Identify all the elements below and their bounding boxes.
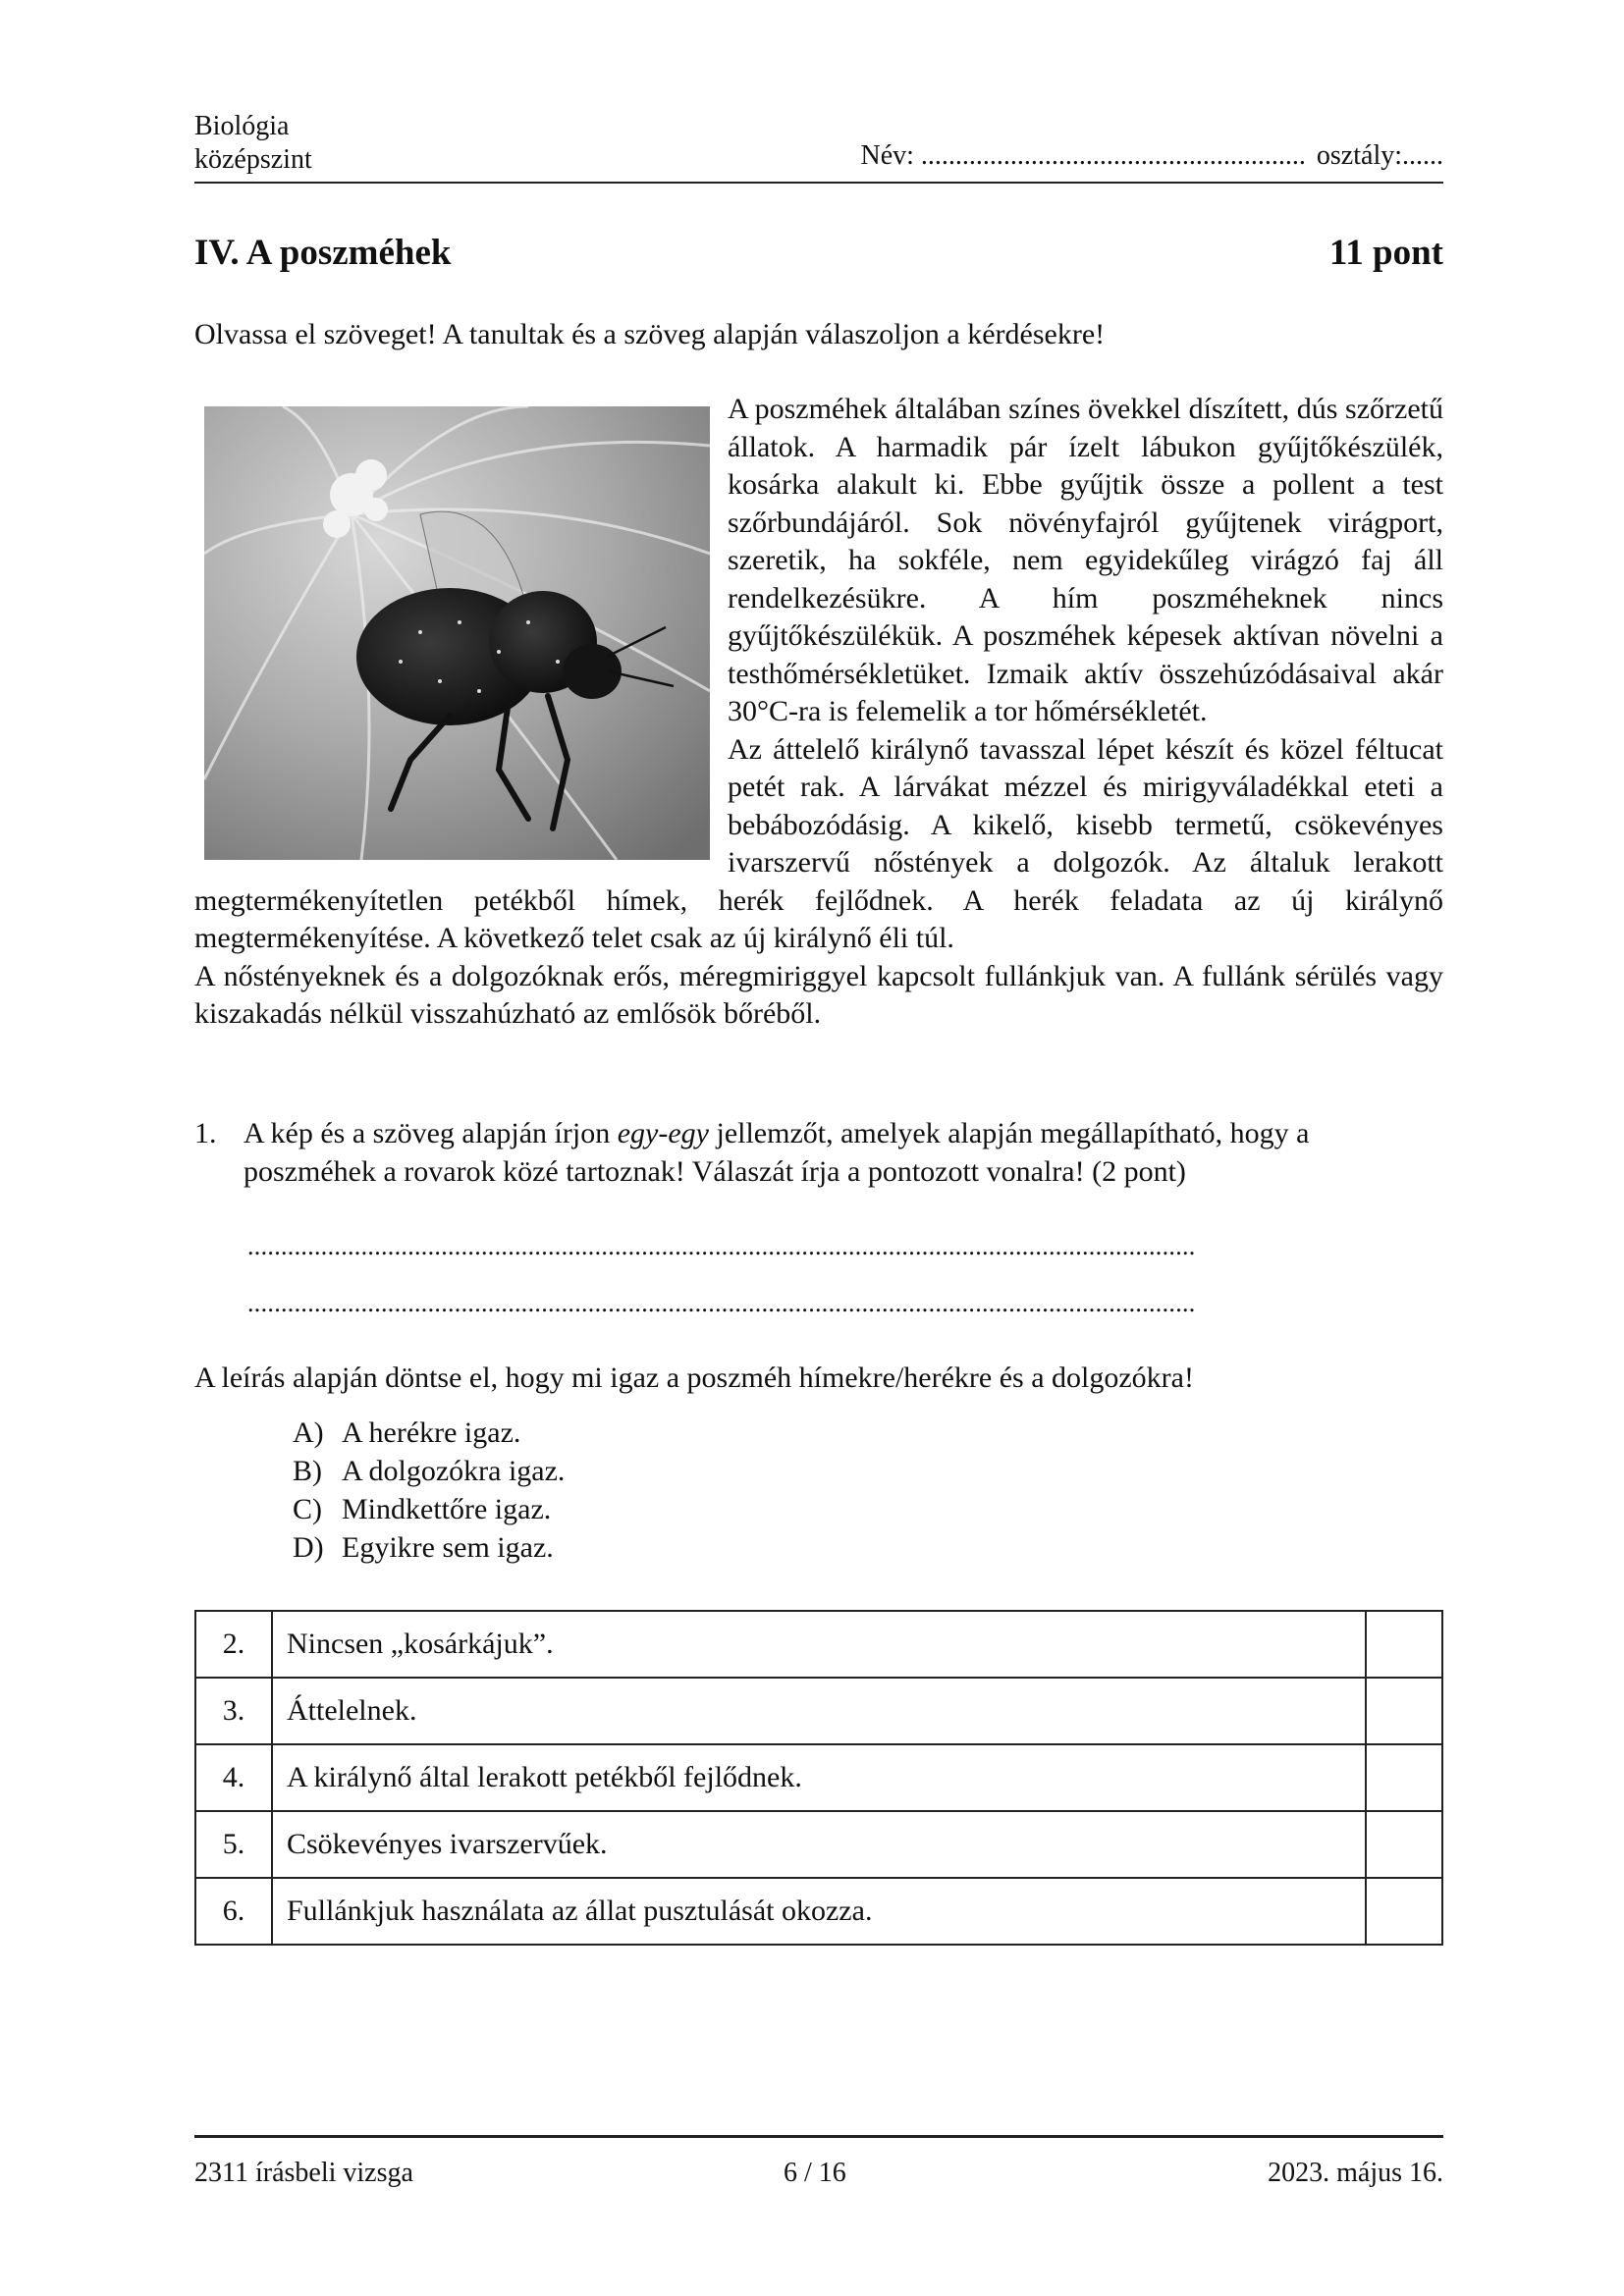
answer-table bbox=[194, 1610, 1443, 1946]
question-1-text-italic: egy-egy bbox=[617, 1117, 709, 1149]
option-letter: C) bbox=[293, 1493, 322, 1525]
footer-page-number: 6 / 16 bbox=[784, 2158, 846, 2188]
answer-box[interactable] bbox=[1366, 1878, 1442, 1945]
option-b bbox=[293, 1452, 565, 1490]
instruction-text: Olvassa el szöveget! A tanultak és a szöveg alapján válaszoljon a kérdésekre! bbox=[194, 318, 1106, 350]
question-2-intro: A leírás alapján döntse el, hogy mi igaz a poszméh hímekre/herékre és a dolgozókra! bbox=[194, 1362, 1194, 1394]
row-number: 3. bbox=[195, 1678, 272, 1744]
answer-options bbox=[293, 1414, 565, 1567]
reading-paragraph-3: A nőstényeknek és a dolgozóknak erős, méregmiriggyel kapcsolt fullánkjuk van. A fullánk sérülés vagy kiszakadás nélkül visszahúzható az emlősök bőréből. bbox=[194, 959, 1443, 1030]
reading-passage bbox=[194, 391, 1443, 1034]
option-text: A dolgozókra igaz. bbox=[342, 1455, 566, 1487]
question-1-text-after: jellemzőt, amelyek alapján megállapítható, hogy a poszméhek a rovarok közé tartoznak! Válaszát írja a pontozott vonalra! (2 pont) bbox=[244, 1117, 1310, 1188]
option-a bbox=[293, 1414, 565, 1452]
class-field: osztály:...... bbox=[1316, 140, 1443, 171]
subject-block bbox=[194, 110, 312, 177]
option-letter: B) bbox=[293, 1455, 322, 1487]
row-statement: A királynő által lerakott petékből fejlődnek. bbox=[272, 1744, 1366, 1811]
section-title: IV. A poszméhek bbox=[194, 233, 452, 273]
option-c bbox=[293, 1490, 565, 1528]
option-d bbox=[293, 1528, 565, 1567]
row-number: 5. bbox=[195, 1811, 272, 1878]
row-number: 2. bbox=[195, 1611, 272, 1678]
answer-line-1[interactable]: .............................................................................................................................................. bbox=[247, 1232, 1196, 1260]
option-text: A herékre igaz. bbox=[342, 1416, 521, 1449]
option-text: Mindkettőre igaz. bbox=[342, 1493, 552, 1525]
subject-level: középszint bbox=[194, 144, 312, 175]
question-1-text-before: A kép és a szöveg alapján írjon bbox=[244, 1117, 618, 1149]
row-statement: Fullánkjuk használata az állat pusztulását okozza. bbox=[272, 1878, 1366, 1945]
section-points: 11 pont bbox=[1328, 233, 1443, 273]
row-statement: Áttelelnek. bbox=[272, 1678, 1366, 1744]
answer-line-2[interactable]: .............................................................................................................................................. bbox=[247, 1289, 1196, 1317]
question-1 bbox=[194, 1114, 1443, 1191]
name-field: Név: ........................................................ bbox=[860, 140, 1306, 171]
page-header bbox=[194, 110, 1443, 184]
footer-exam-code: 2311 írásbeli vizsga bbox=[194, 2158, 413, 2188]
reading-paragraph-2: Az áttelelő királynő tavasszal lépet készít és közel féltucat petét rak. A lárvákat mézzel és mirigyváladékkal eteti a bebábozódásig. A kikelő, kisebb termetű, csökevényes ivarszervű nőstények a dolgozók. Az általuk lerakott megtermékenyítetlen petékből hímek, herék fejlődnek. A herék feladata az új királynő megtermékenyítése. A következő telet csak az új királynő éli túl. bbox=[194, 732, 1443, 954]
row-statement: Csökevényes ivarszervűek. bbox=[272, 1811, 1366, 1878]
table-row bbox=[195, 1611, 1442, 1678]
answer-box[interactable] bbox=[1366, 1744, 1442, 1811]
question-1-text bbox=[244, 1114, 1443, 1191]
table-row bbox=[195, 1811, 1442, 1878]
row-statement: Nincsen „kosárkájuk”. bbox=[272, 1611, 1366, 1678]
subject-name: Biológia bbox=[194, 111, 290, 141]
table-row bbox=[195, 1678, 1442, 1744]
answer-box[interactable] bbox=[1366, 1678, 1442, 1744]
answer-box[interactable] bbox=[1366, 1611, 1442, 1678]
row-number: 4. bbox=[195, 1744, 272, 1811]
option-letter: D) bbox=[293, 1531, 324, 1564]
footer-date: 2023. május 16. bbox=[1268, 2158, 1443, 2188]
question-1-number: 1. bbox=[194, 1117, 217, 1149]
bumblebee-photo bbox=[204, 406, 710, 860]
table-row bbox=[195, 1878, 1442, 1945]
option-text: Egyikre sem igaz. bbox=[342, 1531, 554, 1564]
answer-box[interactable] bbox=[1366, 1811, 1442, 1878]
reading-paragraph-1: A poszméhek általában színes övekkel díszített, dús szőrzetű állatok. A harmadik pár ízelt lábukon gyűjtőkészülék, kosárka alakult ki. Ebbe gyűjtik össze a pollent a test szőrbundájáról. Sok növényfajról gyűjtenek virágport, szeretik, ha sokféle, nem egyidekűleg virágzó faj áll rendelkezésükre. A hím poszméheknek nincs gyűjtőkészülékük. A poszméhek képesek aktívan növelni a testhőmérsékletüket. Izmaik aktív összehúzódásaival akár 30°C-ra is felemelik a tor hőmérsékletét. bbox=[728, 393, 1443, 727]
option-letter: A) bbox=[293, 1416, 324, 1449]
page-footer bbox=[194, 2135, 1443, 2188]
table-row bbox=[195, 1744, 1442, 1811]
row-number: 6. bbox=[195, 1878, 272, 1945]
name-class-line bbox=[856, 139, 1443, 173]
